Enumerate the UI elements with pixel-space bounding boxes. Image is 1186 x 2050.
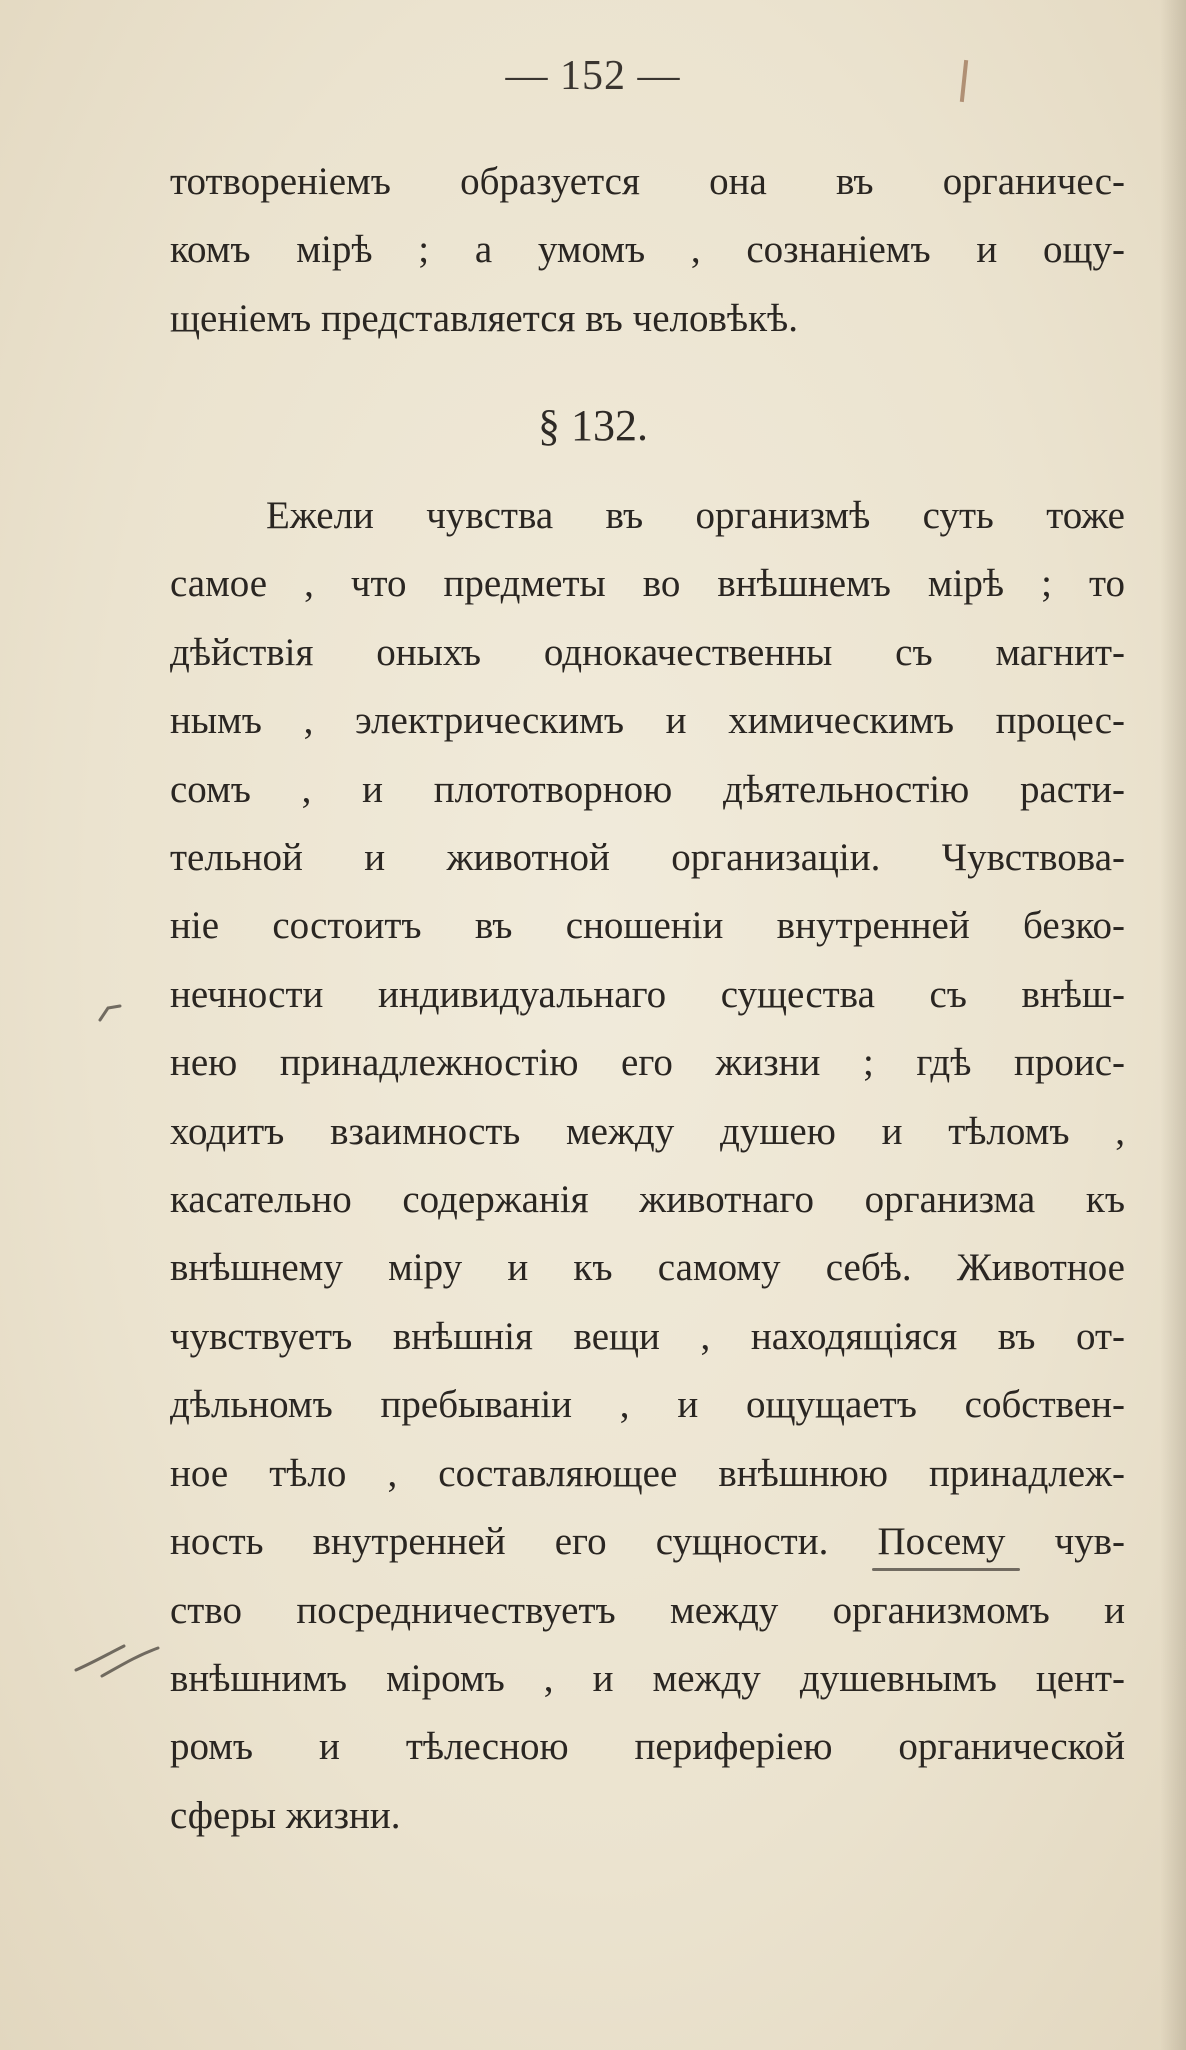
paragraph-line: ніе состоитъ въ сношеніи внутренней безко-: [170, 904, 1125, 948]
paragraph-line: ромъ и тѣлесною периферіею органической: [170, 1725, 1125, 1769]
paragraph-line: сферы жизни.: [170, 1793, 401, 1837]
page-number: — 152 —: [505, 53, 681, 99]
section-heading: § 132.: [538, 401, 648, 450]
paragraph-line: тотвореніемъ образуется она въ органичес-: [170, 160, 1125, 203]
top-paragraph: [170, 148, 1125, 353]
paragraph-line: дѣльномъ пребываніи , и ощущаетъ собствен-: [170, 1383, 1125, 1427]
paragraph-line: самое , что предметы во внѣшнемъ мірѣ ; то: [170, 562, 1125, 606]
paragraph-line: нею принадлежностію его жизни ; гдѣ проис-: [170, 1041, 1125, 1085]
paragraph-line: дѣйствія оныхъ однокачественны съ магнит-: [170, 630, 1125, 674]
paragraph-line: щеніемъ представляется въ человѣкѣ.: [170, 296, 798, 340]
page-edge-shadow: [1160, 0, 1186, 2050]
paragraph-line: внѣшнимъ міромъ , и между душевнымъ цент-: [170, 1656, 1125, 1700]
margin-tick-mark: [96, 1000, 126, 1026]
paragraph-line: внѣшнему міру и къ самому себѣ. Животное: [170, 1246, 1125, 1290]
paragraph-line: комъ мірѣ ; а умомъ , сознаніемъ и ощу-: [170, 228, 1125, 272]
paragraph-line: Ежели чувства въ организмѣ суть тоже: [266, 494, 1125, 537]
paragraph-line: нечности индивидуальнаго существа съ внѣш-: [170, 972, 1125, 1016]
margin-pencil-mark: [72, 1640, 164, 1680]
paragraph-line: ходитъ взаимность между душею и тѣломъ ,: [170, 1109, 1125, 1153]
paragraph-line: ное тѣло , составляющее внѣшнюю принадлеж-: [170, 1451, 1125, 1495]
paragraph-line: сомъ , и плототворною дѣятельностію расти-: [170, 767, 1125, 811]
paragraph-line: ство посредничествуетъ между организмомъ и: [170, 1588, 1125, 1632]
paragraph-line: касательно содержанія животнаго организма къ: [170, 1178, 1125, 1222]
paragraph-line: нымъ , электрическимъ и химическимъ процес-: [170, 699, 1125, 743]
paragraph-line: чувствуетъ внѣшнія вещи , находящіяся въ от-: [170, 1314, 1125, 1358]
paragraph-line: ность внутренней его сущности. Посему чув-: [170, 1520, 1125, 1564]
paragraph-line: тельной и животной организаціи. Чувствова-: [170, 836, 1125, 880]
main-paragraph: [170, 482, 1125, 1850]
pencil-underline: [872, 1568, 1020, 1571]
